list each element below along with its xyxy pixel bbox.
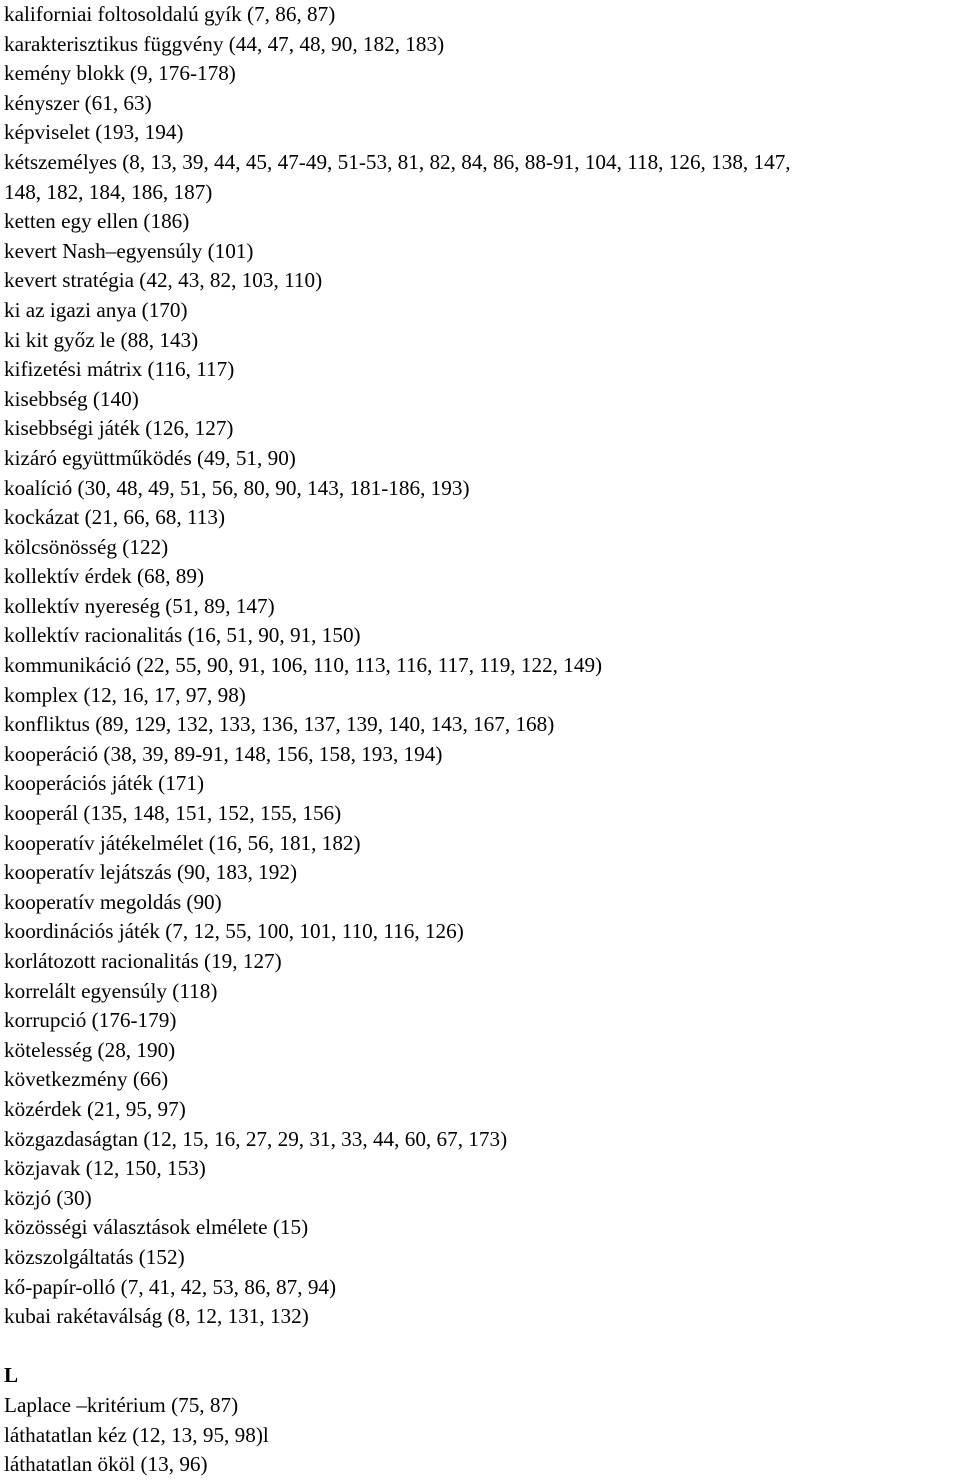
- index-entry: kényszer (61, 63): [4, 90, 152, 115]
- index-entry: kooperál (135, 148, 151, 152, 155, 156): [4, 801, 342, 826]
- index-entry: következmény (66): [4, 1067, 169, 1092]
- index-entry: korrupció (176-179): [4, 1008, 177, 1033]
- index-entry: kisebbség (140): [4, 386, 139, 411]
- index-entry: koordinációs játék (7, 12, 55, 100, 101, 110, 116, 126): [4, 919, 464, 944]
- index-entry: kevert Nash–egyensúly (101): [4, 238, 254, 263]
- index-entry: kockázat (21, 66, 68, 113): [4, 505, 226, 530]
- index-entry: kevert stratégia (42, 43, 82, 103, 110): [4, 268, 323, 293]
- index-entry: közszolgáltatás (152): [4, 1244, 185, 1269]
- index-entry: közjavak (12, 150, 153): [4, 1156, 206, 1181]
- index-entry: kooperatív lejátszás (90, 183, 192): [4, 860, 298, 885]
- index-entry: kooperatív megoldás (90): [4, 889, 222, 914]
- index-entry: kommunikáció (22, 55, 90, 91, 106, 110, 113, 116, 117, 119, 122, 149): [4, 653, 603, 678]
- index-entry: kifizetési mátrix (116, 117): [4, 357, 235, 382]
- index-entry: képviselet (193, 194): [4, 120, 184, 145]
- index-entry: kooperációs játék (171): [4, 771, 205, 796]
- index-entry: kooperáció (38, 39, 89-91, 148, 156, 158, 193, 194): [4, 741, 443, 766]
- index-entry: kollektív érdek (68, 89): [4, 564, 205, 589]
- index-entry: ki az igazi anya (170): [4, 297, 188, 322]
- index-entry: láthatatlan ököl (13, 96): [4, 1452, 208, 1477]
- index-entry: koalíció (30, 48, 49, 51, 56, 80, 90, 143, 181-186, 193): [4, 475, 470, 500]
- index-entry: kubai rakétaválság (8, 12, 131, 132): [4, 1304, 309, 1329]
- index-entry: kooperatív játékelmélet (16, 56, 181, 182): [4, 830, 361, 855]
- index-page: [4, 0, 954, 1480]
- index-entry: komplex (12, 16, 17, 97, 98): [4, 682, 246, 707]
- index-entry: közgazdaságtan (12, 15, 16, 27, 29, 31, 33, 44, 60, 67, 173): [4, 1126, 508, 1151]
- index-entry: közjó (30): [4, 1185, 92, 1210]
- index-entry: ketten egy ellen (186): [4, 209, 190, 234]
- section-gap: [4, 1332, 954, 1362]
- index-entry: korrelált egyensúly (118): [4, 978, 218, 1003]
- index-entry: kisebbségi játék (126, 127): [4, 416, 234, 441]
- index-entry: kaliforniai foltosoldalú gyík (7, 86, 87): [4, 2, 336, 26]
- index-entry: közérdek (21, 95, 97): [4, 1096, 186, 1121]
- index-entry: kollektív nyereség (51, 89, 147): [4, 593, 275, 618]
- index-entry: karakterisztikus függvény (44, 47, 48, 90, 182, 183): [4, 31, 445, 56]
- section-heading-letter: L: [4, 1363, 19, 1388]
- index-entry: kemény blokk (9, 176-178): [4, 61, 236, 86]
- index-entry: kötelesség (28, 190): [4, 1037, 176, 1062]
- index-entry: kölcsönösség (122): [4, 534, 169, 559]
- index-entry: kő-papír-olló (7, 41, 42, 53, 86, 87, 94): [4, 1274, 337, 1299]
- index-entry: konfliktus (89, 129, 132, 133, 136, 137, 139, 140, 143, 167, 168): [4, 712, 555, 737]
- index-entry: közösségi választások elmélete (15): [4, 1215, 309, 1240]
- index-entry: kollektív racionalitás (16, 51, 90, 91, 150): [4, 623, 361, 648]
- index-entry: ki kit győz le (88, 143): [4, 327, 199, 352]
- index-entry: láthatatlan kéz (12, 13, 95, 98)l: [4, 1422, 269, 1447]
- index-entry: kétszemélyes (8, 13, 39, 44, 45, 47-49, 51-53, 81, 82, 84, 86, 88-91, 104, 118, 126, 138, 147,: [4, 149, 791, 174]
- index-entry-continuation: 148, 182, 184, 186, 187): [4, 179, 213, 204]
- index-entry: Laplace –kritérium (75, 87): [4, 1392, 239, 1417]
- index-entry: kizáró együttműködés (49, 51, 90): [4, 445, 296, 470]
- index-entry: korlátozott racionalitás (19, 127): [4, 949, 282, 973]
